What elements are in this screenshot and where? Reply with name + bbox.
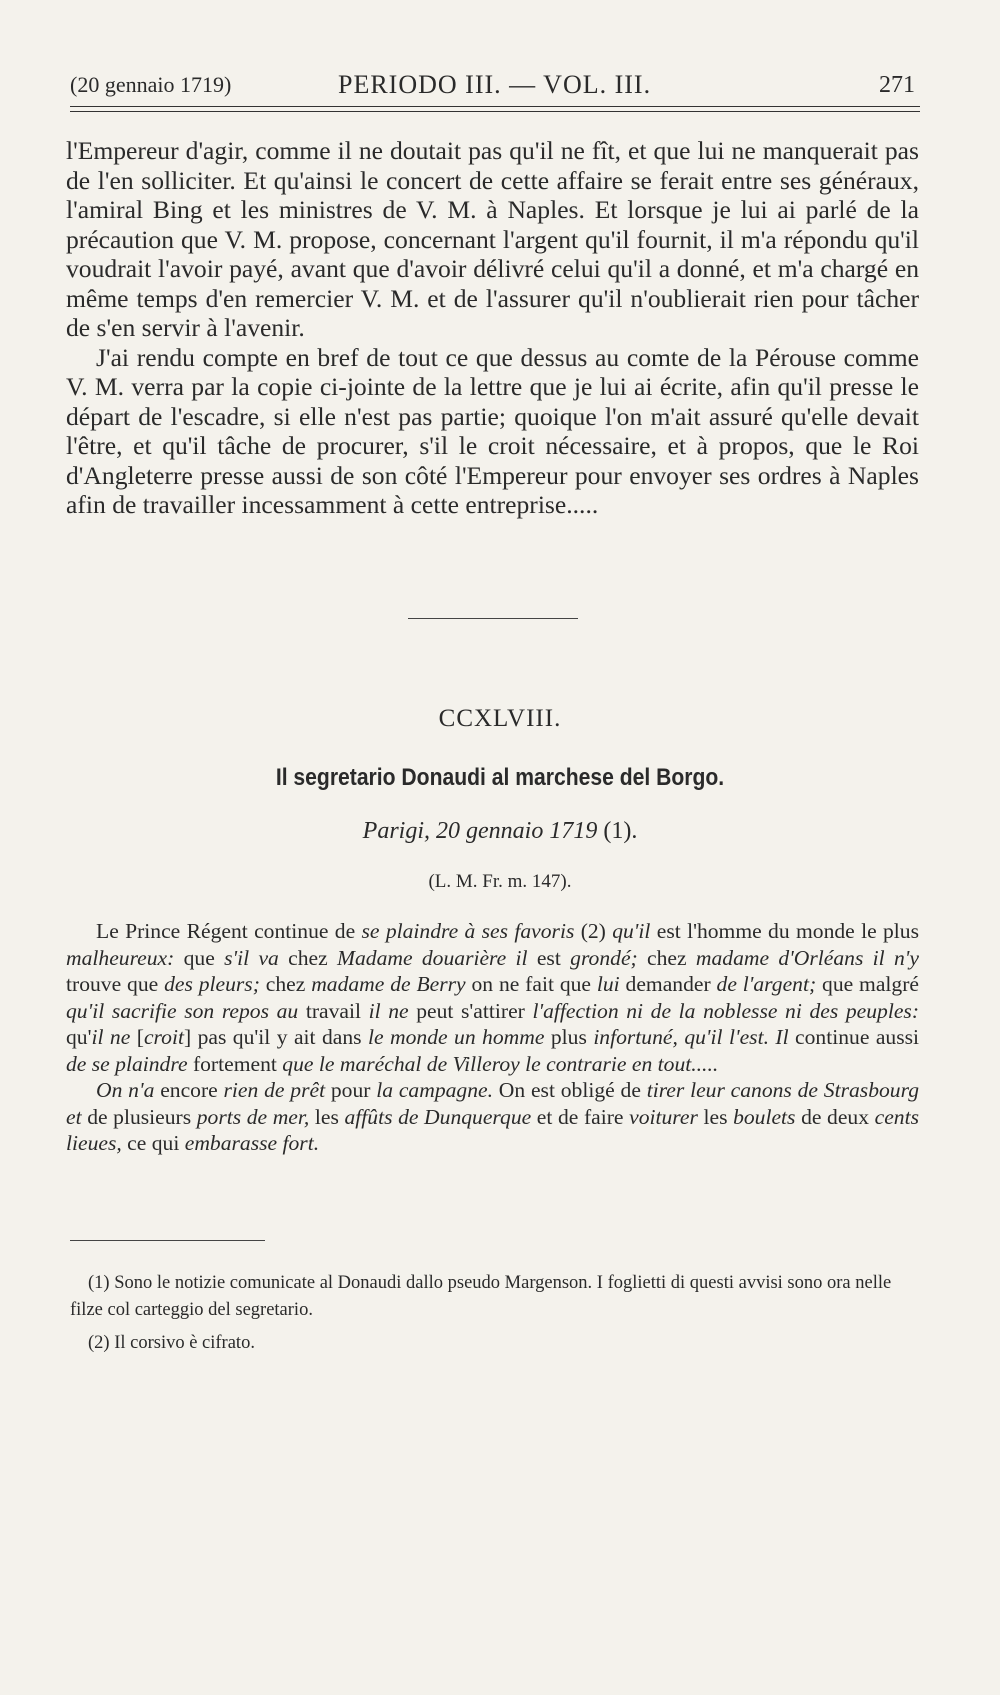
p1-run-4: est l'homme du monde le plus xyxy=(650,919,919,943)
p2-run-2: rien de prêt xyxy=(223,1078,326,1102)
p1-run-35: infortuné, qu'il l'est. Il xyxy=(593,1025,789,1049)
p2-run-1: encore xyxy=(154,1078,224,1102)
p1-run-32: ] pas qu'il y ait dans xyxy=(183,1025,368,1049)
p1-run-33: le monde un homme xyxy=(368,1025,545,1049)
letter-paragraph-2 xyxy=(66,1077,919,1157)
p2-run-4: la campagne. xyxy=(376,1078,493,1102)
header-volume: PERIODO III. — VOL. III. xyxy=(338,70,652,99)
dateline xyxy=(0,818,1000,845)
p2-run-16: cents lieues, xyxy=(66,1104,919,1155)
p1-run-18: on ne fait que xyxy=(465,972,597,996)
p1-run-38: fortement xyxy=(187,1051,283,1076)
p1-run-10: est xyxy=(527,945,571,970)
p2-run-17: ce qui xyxy=(121,1131,185,1155)
p1-run-12: chez xyxy=(637,945,696,970)
document-title: Il segretario Donaudi al marchese del Borgo. xyxy=(275,764,725,791)
p1-run-31: croit xyxy=(143,1025,184,1049)
header-rule-bottom xyxy=(70,111,920,112)
p1-run-13: madame d'Orléans il n'y xyxy=(695,945,919,970)
archival-source: (L. M. Fr. m. 147). xyxy=(428,871,572,892)
continued-paragraph-2: J'ai rendu compte en bref de tout ce que dessus au comte de la Pérouse comme V. M. verra par la copie ci-jointe de la lettre que je lui ai écrite, afin qu'il presse le départ de l'escadre, si elle n'est pas partie; quoique l'on m'ait assuré qu'elle devait l'être, et qu'il tâche de procurer, s'il le croit nécessaire, et à propos, que le Roi d'Angleterre presse aussi de son côté l'Empereur pour envoyer ses ordres à Naples afin de travailler incessamment à cette entreprise..... xyxy=(66,342,919,519)
footnote-separator xyxy=(70,1240,265,1241)
p1-run-25: il ne xyxy=(368,998,409,1023)
header-rule-top xyxy=(70,106,920,107)
p2-run-13: les xyxy=(697,1104,734,1129)
p1-run-17: madame de Berry xyxy=(311,972,466,996)
p1-run-24: travail xyxy=(298,998,369,1023)
continued-paragraph-1: l'Empereur d'agir, comme il ne doutait pas qu'il ne fît, et que lui ne manquerait pas de l'en solliciter. Et qu'ainsi le concert de cette affaire se ferait entre ses généraux, l'amiral Bing et les ministres de V. M. à Naples. Et lorsque je lui ai parlé de la précaution que V. M. propose, concernant l'argent qu'il fournit, il m'a répondu qu'il voudrait l'avoir payé, avant que d'avoir délivré celui qu'il a donné, et m'a chargé en même temps d'en remercier V. M. et de l'assurer qu'il n'oublierait rien pour tâcher de s'en servir à l'avenir. xyxy=(66,136,919,342)
header-date: (20 gennaio 1719) xyxy=(70,72,232,97)
p2-run-0: On n'a xyxy=(96,1078,155,1102)
p1-run-20: demander xyxy=(619,972,717,996)
p1-run-1: se plaindre à ses favoris xyxy=(361,919,575,943)
p1-run-2: (2) xyxy=(574,919,613,943)
dateline-note-ref: (1). xyxy=(603,818,638,844)
p1-run-39: que le maréchal de Villeroy le contrarie en tout..... xyxy=(282,1051,719,1076)
p2-run-8: ports de mer, xyxy=(196,1104,310,1129)
p1-run-30: [ xyxy=(130,1025,144,1049)
p1-run-6: que xyxy=(174,945,225,970)
p1-run-23: qu'il sacrifie son repos au xyxy=(66,998,299,1023)
p2-run-3: pour xyxy=(325,1078,377,1102)
p1-run-7: s'il va xyxy=(224,945,279,970)
footnote-2: (2) Il corsivo è cifrato. xyxy=(88,1333,255,1353)
p1-run-15: des pleurs; xyxy=(164,972,260,996)
p2-run-5: On est obligé de xyxy=(493,1078,647,1102)
p2-run-12: voiturer xyxy=(629,1104,698,1129)
p2-run-18: embarasse fort. xyxy=(184,1131,320,1155)
p1-run-34: plus xyxy=(544,1025,594,1049)
p2-run-14: boulets xyxy=(733,1104,796,1129)
p2-run-10: affûts de Dunquerque xyxy=(344,1104,532,1129)
p1-run-22: que malgré xyxy=(816,972,920,996)
letter-paragraph-1 xyxy=(66,918,919,1077)
document-number: CCXLVIII. xyxy=(438,705,562,732)
p1-run-29: il ne xyxy=(91,1025,131,1049)
p1-run-36: continue aussi xyxy=(788,1025,920,1049)
p1-run-26: peut s'attirer xyxy=(408,998,533,1023)
p1-run-11: grondé; xyxy=(570,945,638,970)
p1-run-3: qu'il xyxy=(612,919,651,943)
p1-run-37: de se plaindre xyxy=(66,1051,188,1076)
dateline-text: Parigi, 20 gennaio 1719 xyxy=(362,818,598,844)
footnote-1: (1) Sono le notizie comunicate al Donaudi dallo pseudo Margenson. I foglietti di questi avvisi sono ora nelle filze col carteggio del segretario. xyxy=(70,1273,892,1320)
p1-run-14: trouve que xyxy=(66,972,165,996)
p2-run-9: les xyxy=(309,1104,345,1129)
p1-run-28: qu' xyxy=(66,1025,92,1049)
p2-run-11: et de faire xyxy=(531,1104,630,1129)
page-number: 271 xyxy=(879,72,915,98)
letter-body xyxy=(66,918,919,1157)
running-head xyxy=(70,70,915,104)
continued-letter xyxy=(66,136,919,520)
footnotes xyxy=(70,1270,920,1363)
p1-run-5: malheureux: xyxy=(66,945,175,970)
p1-run-0: Le Prince Régent continue de xyxy=(96,919,362,943)
p1-run-9: Madame douarière il xyxy=(337,945,528,970)
p2-run-7: de plusieurs xyxy=(81,1104,197,1129)
p2-run-6: tirer leur canons de Strasbourg et xyxy=(66,1078,919,1129)
p1-run-19: lui xyxy=(596,972,620,996)
p1-run-8: chez xyxy=(278,945,338,970)
p1-run-21: de l'argent; xyxy=(716,972,817,996)
p2-run-15: de deux xyxy=(795,1104,875,1129)
p1-run-16: chez xyxy=(259,972,312,996)
p1-run-27: l'affection ni de la noblesse ni des peuples: xyxy=(532,998,920,1023)
section-separator xyxy=(408,618,578,619)
